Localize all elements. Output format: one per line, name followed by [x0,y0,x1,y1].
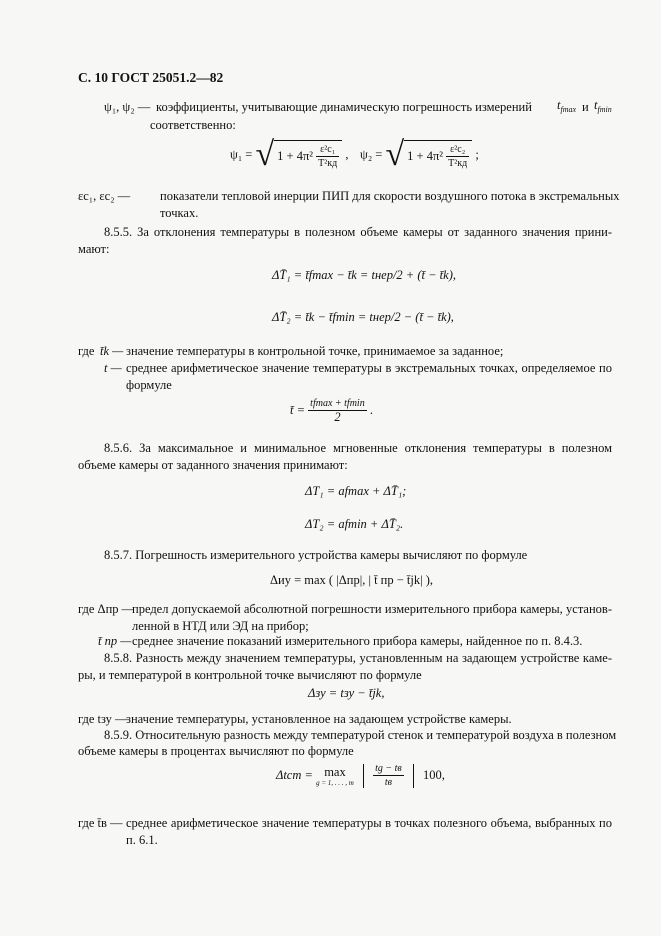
t-kd-1: T²кд [318,158,338,169]
psi-definition-text: коэффициенты, учитывающие динамическую погрешность измерений [156,100,532,114]
radical-icon: √ [385,136,405,173]
p858-formula: Δзу = tзу − t̄jk, [308,686,385,700]
frac-eps-1 [316,143,339,170]
p859-lhs: Δtст = [276,768,313,782]
expr-1: 1 + 4π² [277,149,314,163]
psi1-lhs: ψ₁ = [230,147,253,162]
eps-line2: точках. [160,206,199,220]
p859-den: tв [384,777,392,788]
t-var: t [557,98,561,112]
tzu-text: значение температуры, установленное на задающем устройстве камеры. [126,712,512,726]
psi2-lhs: ψ₂ = [360,147,383,162]
eps-line1: показатели тепловой инерции ПИП для скорости воздушного потока в экстремальных [160,189,620,203]
radical-icon: √ [255,136,275,173]
psi-tfmin [594,98,612,114]
abs-bar-right [413,764,414,788]
tv-line2: п. 6.1. [126,833,158,847]
p859-rhs: 100, [423,768,445,782]
sub-fmax: fmax [560,105,577,114]
psi2-semicolon: ; [475,147,479,162]
p856-line2: объеме камеры от заданного значения принимают: [78,458,348,472]
tpr-symbol: t̄ пр — [98,634,132,648]
p859-line1: 8.5.9. Относительную разность между температурой стенок и температурой воздуха в полезном [104,728,617,742]
tk-symbol: t̄k — [100,344,124,358]
dpr-lead: где Δпр — [78,602,135,616]
dpr-line2: ленной в НТД или ЭД на прибор; [132,619,309,633]
sqrt-2 [385,138,472,172]
abs-bar-left [363,764,364,788]
tv-line1: среднее арифметическое значение температуры в точках полезного объема, выбранных по [126,816,612,830]
p855-line2: мают: [78,242,110,256]
p855-formula2: ΔT̄₂ = t̄k − t̄fmin = tнер/2 − (t̄ − t̄k), [272,310,454,324]
psi2-formula [360,138,479,180]
p859-formula [276,762,445,806]
psi1-comma: , [345,147,349,162]
t-kd-2: T²кд [448,158,468,169]
psi-symbol: ψ₁, ψ₂ — [104,100,151,114]
tavg-lhs: t̄ = [290,403,306,417]
psi-and: и [582,100,589,114]
tavg-line2: формуле [126,378,172,392]
max-range: g = 1, . . . , m [316,778,354,787]
t-var: t [594,98,598,112]
max-operator [316,765,354,787]
p857-line1: 8.5.7. Погрешность измерительного устройства камеры вычисляют по формуле [104,548,528,562]
sub-fmin: fmin [597,105,612,114]
psi1-formula [230,138,348,180]
p859-num: tg − tв [375,763,402,774]
p858-line1: 8.5.8. Разность между значением температуры, установленным на задающем устройстве каме- [104,651,612,665]
tzu-lead: где tзу — [78,712,128,726]
p859-frac [373,762,404,789]
tavg-period: . [369,403,373,417]
sqrt-body-2 [404,140,472,170]
tk-lead: где [78,344,95,358]
tavg-den: 2 [334,410,341,424]
eps-c1: ε²c₁ [316,143,339,157]
eps-c2: ε²c₂ [446,143,469,157]
p855-line1: 8.5.5. За отклонения температуры в полезном объеме камеры от заданного значения прини- [104,225,612,239]
frac-eps-2 [446,143,469,170]
page-header: С. 10 ГОСТ 25051.2—82 [78,70,224,85]
dpr-line1: предел допускаемой абсолютной погрешности измерительного прибора камеры, установ- [132,602,612,616]
tk-text: значение температуры в контрольной точке, принимаемое за заданное; [126,344,504,358]
tavg-formula [290,397,373,431]
tavg-frac [308,397,367,424]
p859-line2: объеме камеры в процентах вычисляют по формуле [78,744,354,758]
sqrt-body-1 [274,140,342,170]
p855-formula1: ΔT̄₁ = t̄fmax − t̄k = tнер/2 + (t̄ − t̄k), [272,268,456,282]
p856-formula1: ΔT₁ = afmax + ΔT̄₁; [305,484,407,498]
tavg-line1: среднее арифметическое значение температуры в экстремальных точках, определяемое по [126,361,612,375]
eps-symbol: εc₁, εc₂ — [78,189,131,203]
expr-2: 1 + 4π² [407,149,444,163]
psi-tfmax [557,98,576,114]
p857-formula: Δиу = max ( |Δпр|, | t̄ пр − t̄jk| ), [270,573,434,587]
tpr-text: среднее значение показаний измерительного прибора камеры, найденное по п. 8.4.3. [132,634,583,648]
sqrt-1 [255,138,342,172]
p856-line1: 8.5.6. За максимальное и минимальное мгновенные отклонения температуры в полезном [104,441,612,455]
tavg-symbol: t — [104,361,122,375]
psi-cont: соответственно: [150,118,236,132]
p856-formula2: ΔT₂ = afmin + ΔT̄₂. [305,517,404,531]
p858-line2: ры, и температурой в контрольной точке вычисляют по формуле [78,668,422,682]
max-word: max [324,764,346,779]
tv-lead: где t̄в — [78,816,123,830]
tavg-num: tfmax + tfmin [310,398,365,409]
